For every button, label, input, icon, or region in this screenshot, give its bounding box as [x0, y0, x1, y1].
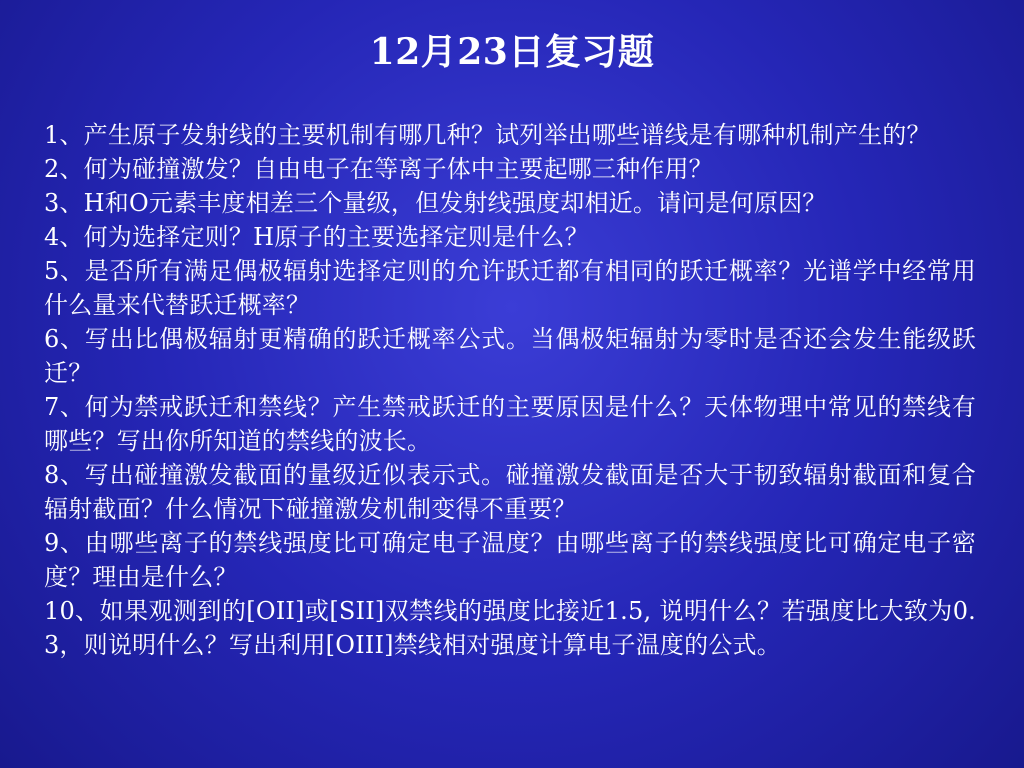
question-4: 4、何为选择定则？H原子的主要选择定则是什么？ [44, 223, 589, 251]
page-title: 12月23日复习题 [369, 31, 655, 73]
question-10: 10、如果观测到的[OII]或[SII]双禁线的强度比接近1.5, 说明什么？若强度比大致为0.3，则说明什么？写出利用[OIII]禁线相对强度计算电子温度的公式。 [44, 597, 976, 659]
question-3: 3、H和O元素丰度相差三个量级，但发射线强度却相近。请问是何原因？ [44, 189, 827, 217]
question-7: 7、何为禁戒跃迁和禁线？产生禁戒跃迁的主要原因是什么？天体物理中常见的禁线有哪些？写出你所知道的禁线的波长。 [44, 393, 976, 455]
question-9: 9、由哪些离子的禁线强度比可确定电子温度？由哪些离子的禁线强度比可确定电子密度？理由是什么？ [44, 529, 976, 591]
question-6: 6、写出比偶极辐射更精确的跃迁概率公式。当偶极矩辐射为零时是否还会发生能级跃迁？ [44, 325, 976, 387]
question-8: 8、写出碰撞激发截面的量级近似表示式。碰撞激发截面是否大于韧致辐射截面和复合辐射截面？什么情况下碰撞激发机制变得不重要？ [44, 461, 976, 523]
question-1: 1、产生原子发射线的主要机制有哪几种？试列举出哪些谱线是有哪种机制产生的？ [44, 121, 931, 149]
question-list [44, 118, 976, 662]
question-5: 5、是否所有满足偶极辐射选择定则的允许跃迁都有相同的跃迁概率？光谱学中经常用什么量来代替跃迁概率？ [44, 257, 976, 319]
question-2: 2、何为碰撞激发？自由电子在等离子体中主要起哪三种作用？ [44, 155, 713, 183]
